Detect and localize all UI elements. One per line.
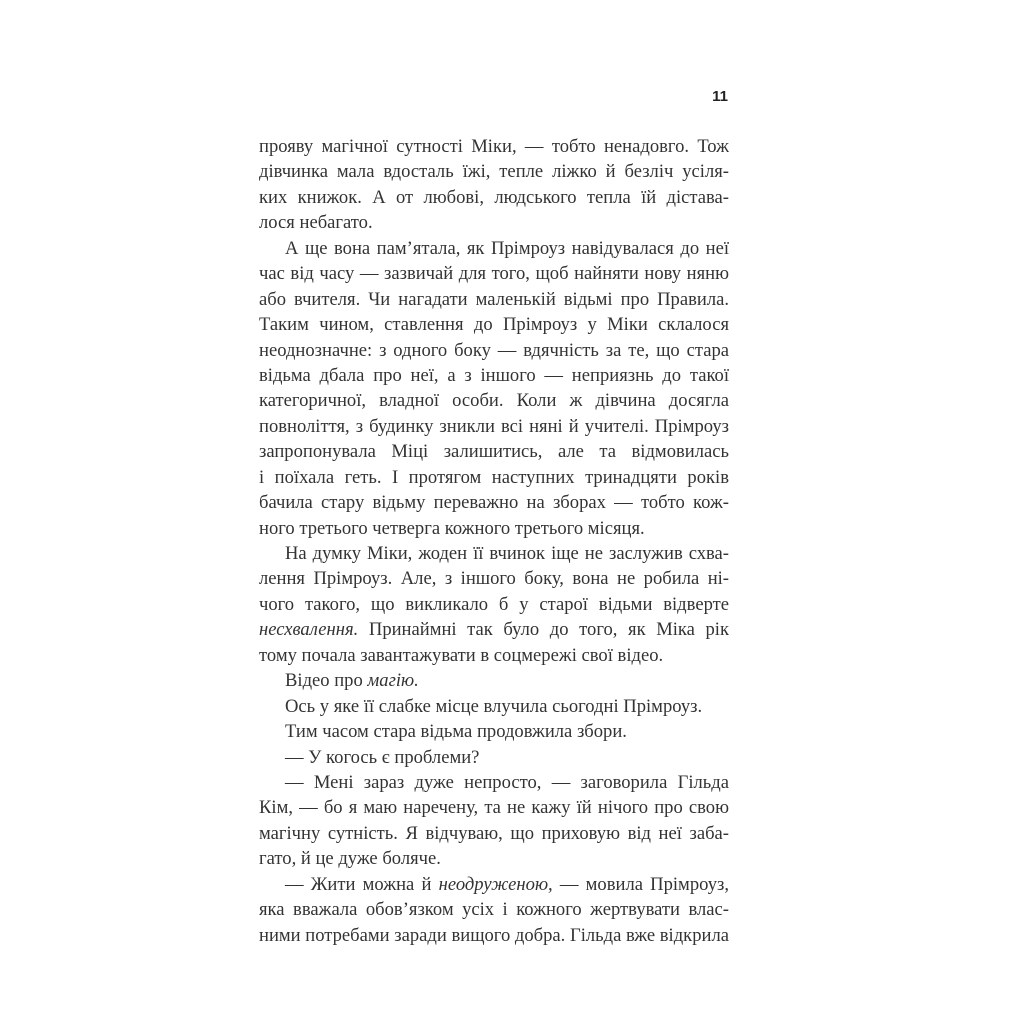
italic-emphasis: магію. [367, 670, 419, 692]
text-run: Принаймні так було до того, як Міка рік [358, 619, 729, 641]
text-line: і поїхала геть. І протягом наступних тринадцяти років [259, 466, 729, 488]
text-line: або вчителя. Чи нагадати маленькій відьмі про Правила. [259, 288, 729, 310]
dialogue-line: — Мені зараз дуже непросто, — заговорила Гільда [285, 771, 729, 793]
paragraph-start-line [259, 668, 729, 693]
text-line: прояву магічної сутності Міки, — тобто ненадовго. Тож [259, 136, 729, 157]
text-run: Відео про [285, 670, 368, 692]
text-line: неоднозначне: з одного боку — вдячність за те, що стара [259, 339, 729, 361]
text-line: Кім, — бо я маю наречену, та не кажу їй нічого про свою [259, 797, 729, 819]
dialogue-line: — У когось є проблеми? [285, 746, 480, 768]
paragraph-start-line: А ще вона пам’ятала, як Прімроуз навідувалася до неї [285, 237, 729, 259]
paragraph-start-line: Тим часом стара відьма продовжила збори. [285, 721, 627, 743]
text-run: — мовила Прімроуз, [552, 873, 729, 895]
paragraph-start-line: На думку Міки, жоден її вчинок іще не заслужив схва- [285, 543, 729, 564]
text-line: дівчинка мала вдосталь їжі, тепле ліжко й безліч усіля- [259, 161, 729, 183]
text-line: гато, й це дуже боляче. [259, 848, 441, 870]
text-run: — Жити можна й [285, 873, 439, 895]
text-line [259, 617, 729, 642]
text-line: ного третього четверга кожного третього місяця. [259, 517, 645, 539]
text-line: ких книжок. А от любові, людського тепла їй дістава- [259, 186, 729, 208]
text-line: лення Прімроуз. Але, з іншого боку, вона не робила ні- [259, 568, 729, 590]
text-line: час від часу — зазвичай для того, щоб найняти нову няню [259, 263, 729, 285]
text-line: тому почала завантажувати в соцмережі свої відео. [259, 644, 664, 666]
text-line: відьма дбала про неї, а з іншого — неприязнь до такої [259, 364, 729, 386]
page-number: 11 [712, 88, 728, 105]
italic-emphasis: несхвалення. [259, 619, 359, 641]
italic-emphasis: неодруженою, [438, 873, 553, 895]
paragraph-start-line: Ось у яке її слабке місце влучила сьогодні Прімроуз. [285, 695, 703, 717]
text-line: запропонувала Міці залишитись, але та відмовилась [259, 441, 729, 463]
text-line: ними потребами заради вищого добра. Гільда вже відкрила [259, 924, 729, 946]
text-line: яка вважала обов’язком усіх і кожного жертвувати влас- [259, 899, 729, 921]
text-line: чого такого, що викликало б у старої відьми відверте [259, 593, 729, 615]
text-line: повноліття, з будинку зникли всі няні й учителі. Прімроуз [259, 415, 729, 437]
text-line: лося небагато. [259, 212, 373, 234]
dialogue-line [259, 872, 729, 897]
text-line: категоричної, владної особи. Коли ж дівчина досягла [259, 390, 729, 412]
text-line: магічну сутність. Я відчуваю, що приховую від неї заба- [259, 822, 729, 844]
body-text [259, 134, 729, 948]
text-line: Таким чином, ставлення до Прімроуз у Міки склалося [259, 314, 729, 336]
text-line: бачила стару відьму переважно на зборах — тобто кож- [259, 492, 729, 514]
